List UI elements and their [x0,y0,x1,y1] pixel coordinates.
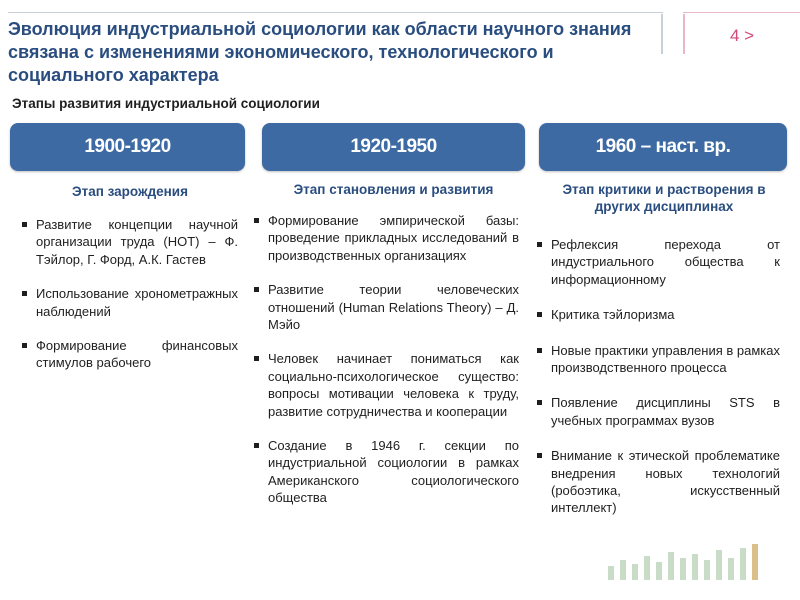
stage-list-3 [535,236,780,535]
slide-title: Эволюция индустриальной социологии как области научного знания связана с изменениями экономического, технологического и социального характера [8,19,632,85]
list-item-text: Формирование финансовых стимулов рабочего [36,338,238,371]
period-box-2: 1920-1950 [262,123,525,171]
stage-heading-1: Этап зарождения [72,184,188,199]
header-top-rule [8,12,663,13]
bullet-icon [537,348,542,353]
list-item-text: Формирование эмпирической базы: проведение прикладных исследований в производственных организациях [268,213,519,263]
list-item-text: Рефлексия перехода от индустриального общества к информационному [551,237,780,287]
bullet-icon [537,400,542,405]
stage-list-1 [20,216,238,389]
period-box-1: 1900-1920 [10,123,245,171]
list-item-text: Критика тэйлоризма [551,307,675,323]
bullet-icon [254,287,259,292]
list-item [252,437,519,507]
bullet-icon [537,453,542,458]
list-item [20,216,238,268]
list-item-text: Развитие теории человеческих отношений (Human Relations Theory) – Д. Мэйо [268,282,519,333]
stage-heading-3: Этап критики и растворения в других дисциплинах [562,182,766,214]
list-item [535,342,780,377]
slide-subtitle: Этапы развития индустриальной социологии [12,96,320,111]
bullet-icon [254,356,259,361]
bullet-icon [537,312,542,317]
bullet-icon [22,343,27,348]
list-item [252,212,519,264]
list-item-text: Развитие концепции научной организации труда (НОТ) – Ф. Тэйлор, Г. Форд, А.К. Гастев [36,217,238,267]
list-item [20,285,238,320]
list-item [535,306,780,323]
list-item-text: Внимание к этической проблематике внедрения новых технологий (робоэтика, искусственный интеллект) [551,448,780,516]
header-divider [661,14,663,54]
list-item-text: Создание в 1946 г. секции по индустриальной социологии в рамках Американского социологического общества [268,438,519,506]
list-item [535,394,780,429]
list-item-text: Человек начинает пониматься как социально-психологическое существо: вопросы мотивации человека к труду, развитие сотрудничества и кооперации [268,351,519,419]
bullet-icon [22,291,27,296]
bullet-icon [254,218,259,223]
bullet-icon [254,443,259,448]
list-item [535,236,780,288]
list-item [252,350,519,420]
stage-heading-2: Этап становления и развития [293,182,494,197]
list-item-text: Появление дисциплины STS в учебных программах вузов [551,395,780,428]
page-number-divider [683,14,685,54]
stage-list-2 [252,212,519,524]
bar-chart-watermark-icon [598,540,768,580]
list-item [20,337,238,372]
list-item [252,281,519,333]
page-number-top-rule [683,12,800,13]
list-item-text: Использование хронометражных наблюдений [36,286,238,319]
period-box-3: 1960 – наст. вр. [539,123,787,171]
list-item [535,447,780,517]
bullet-icon [537,242,542,247]
list-item-text: Новые практики управления в рамках производственного процесса [551,342,780,376]
page-number[interactable]: 4 > [730,26,755,45]
bullet-icon [22,222,27,227]
